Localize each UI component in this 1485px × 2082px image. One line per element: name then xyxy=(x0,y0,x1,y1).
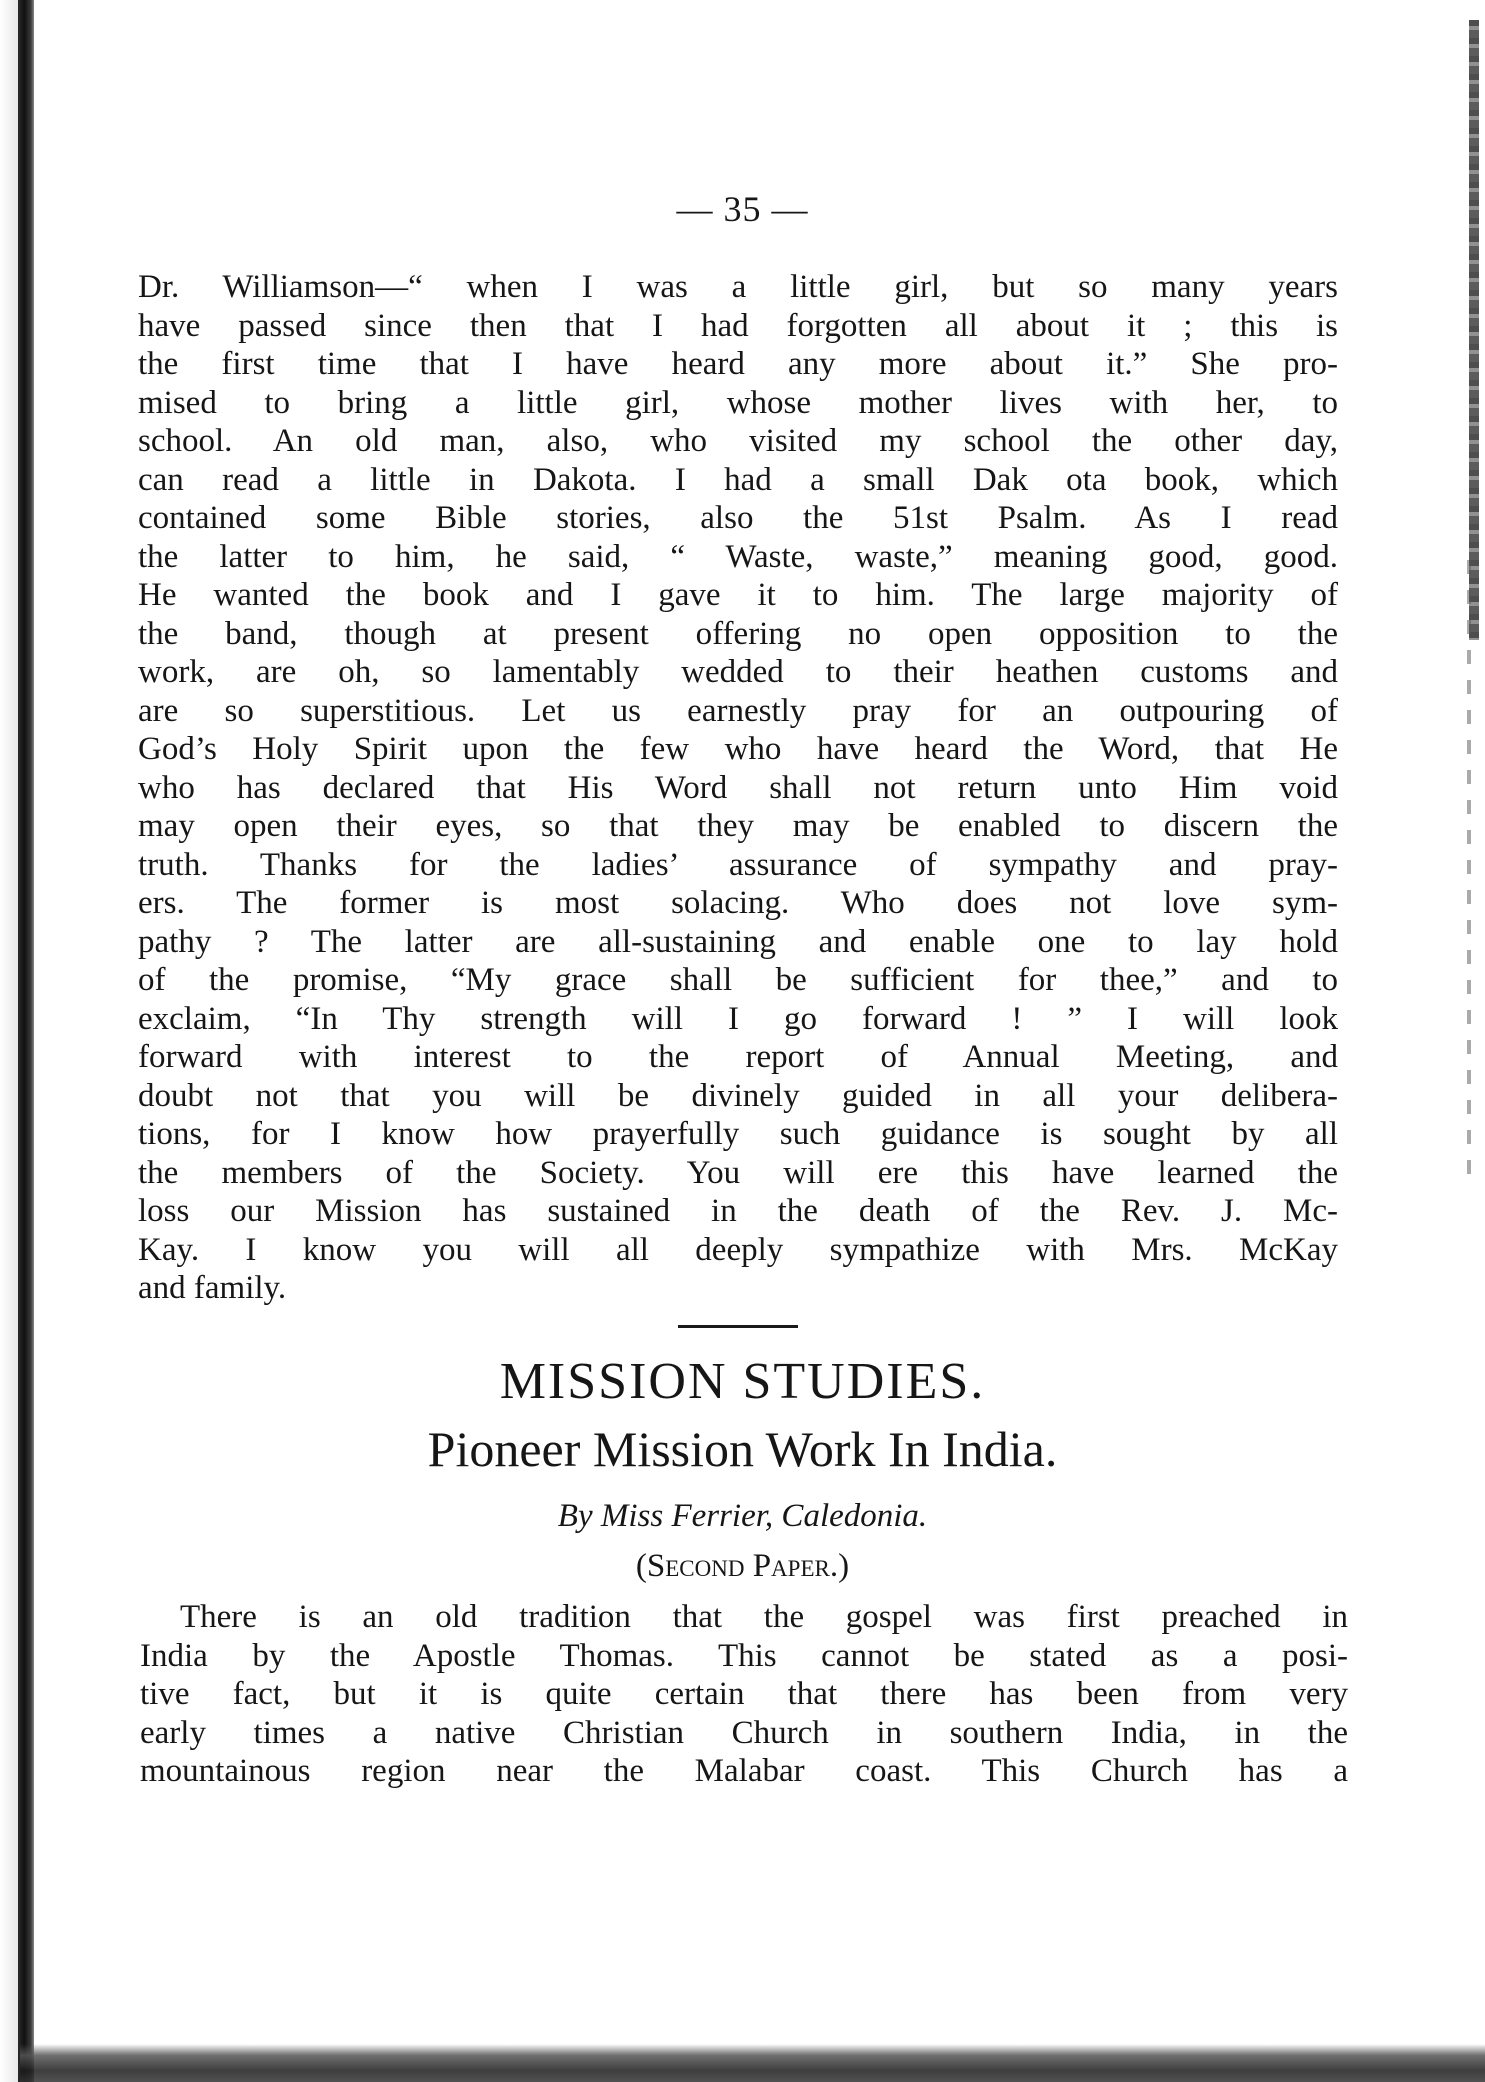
text-line: There is an old tradition that the gospel was first preached in xyxy=(180,1599,1348,1635)
text-line: pathy ? The latter are all-sustaining and enable one to lay hold xyxy=(138,923,1338,960)
text-line: India by the Apostle Thomas. This cannot be stated as a posi- xyxy=(140,1637,1348,1674)
text-line: the first time that I have heard any more about it.” She pro- xyxy=(138,346,1338,382)
page-number: — 35 — xyxy=(676,189,809,229)
scan-margin xyxy=(0,0,18,2082)
text-line: forward with interest to the report of Annual Meeting, and xyxy=(138,1039,1338,1075)
letter-text xyxy=(138,268,1338,1308)
paper-number: (Second Paper.) xyxy=(635,1548,850,1584)
text-line: the members of the Society. You will ere this have learned the xyxy=(138,1154,1338,1191)
text-line: and family. xyxy=(138,1270,287,1306)
text-line: have passed since then that I had forgotten all about it ; this is xyxy=(138,307,1338,344)
text-line: work, are oh, so lamentably wedded to their heathen customs and xyxy=(138,654,1338,690)
text-line: truth. Thanks for the ladies’ assurance of sympathy and pray- xyxy=(138,846,1338,883)
text-line: school. An old man, also, who visited my school the other day, xyxy=(138,423,1338,459)
text-line: mountainous region near the Malabar coast. This Church has a xyxy=(140,1753,1348,1789)
text-line: God’s Holy Spirit upon the few who have heard the Word, that He xyxy=(138,731,1338,767)
text-line: contained some Bible stories, also the 51st Psalm. As I read xyxy=(138,500,1338,536)
page-edge-right-faint xyxy=(1467,560,1471,1180)
text-line: tive fact, but it is quite certain that there has been from very xyxy=(140,1676,1348,1712)
text-line: mised to bring a little girl, whose mother lives with her, to xyxy=(138,384,1338,421)
text-line: doubt not that you will be divinely guided in all your delibera- xyxy=(138,1077,1338,1114)
text-line: ers. The former is most solacing. Who does not love sym- xyxy=(138,885,1338,921)
text-line: the band, though at present offering no open opposition to the xyxy=(138,615,1338,652)
text-line: early times a native Christian Church in southern India, in the xyxy=(140,1714,1348,1751)
text-line: exclaim, “In Thy strength will I go forward ! ” I will look xyxy=(138,1000,1338,1037)
text-line: Dr. Williamson—“ when I was a little girl, but so many years xyxy=(138,269,1338,305)
article-byline: By Miss Ferrier, Caledonia. xyxy=(557,1498,928,1534)
text-line: can read a little in Dakota. I had a small Dak ota book, which xyxy=(138,461,1338,498)
text-line: He wanted the book and I gave it to him. The large majority of xyxy=(138,577,1338,613)
text-line: the latter to him, he said, “ Waste, waste,” meaning good, good. xyxy=(138,538,1338,575)
text-line: loss our Mission has sustained in the death of the Rev. J. Mc- xyxy=(138,1193,1338,1229)
text-line: Kay. I know you will all deeply sympathize with Mrs. McKay xyxy=(138,1231,1338,1268)
page-edge-right xyxy=(1469,20,1479,640)
article-text xyxy=(140,1598,1348,1791)
text-line: are so superstitious. Let us earnestly pray for an outpouring of xyxy=(138,692,1338,729)
text-line: tions, for I know how prayerfully such guidance is sought by all xyxy=(138,1116,1338,1152)
text-line: of the promise, “My grace shall be sufficient for thee,” and to xyxy=(138,962,1338,998)
section-divider xyxy=(678,1325,798,1328)
section-heading: MISSION STUDIES. xyxy=(499,1353,986,1410)
book-binding-edge xyxy=(18,0,34,2082)
text-line: who has declared that His Word shall not return unto Him void xyxy=(138,769,1338,806)
page-edge-bottom xyxy=(20,2044,1485,2082)
text-line: may open their eyes, so that they may be enabled to discern the xyxy=(138,808,1338,844)
article-title: Pioneer Mission Work In India. xyxy=(427,1421,1058,1477)
